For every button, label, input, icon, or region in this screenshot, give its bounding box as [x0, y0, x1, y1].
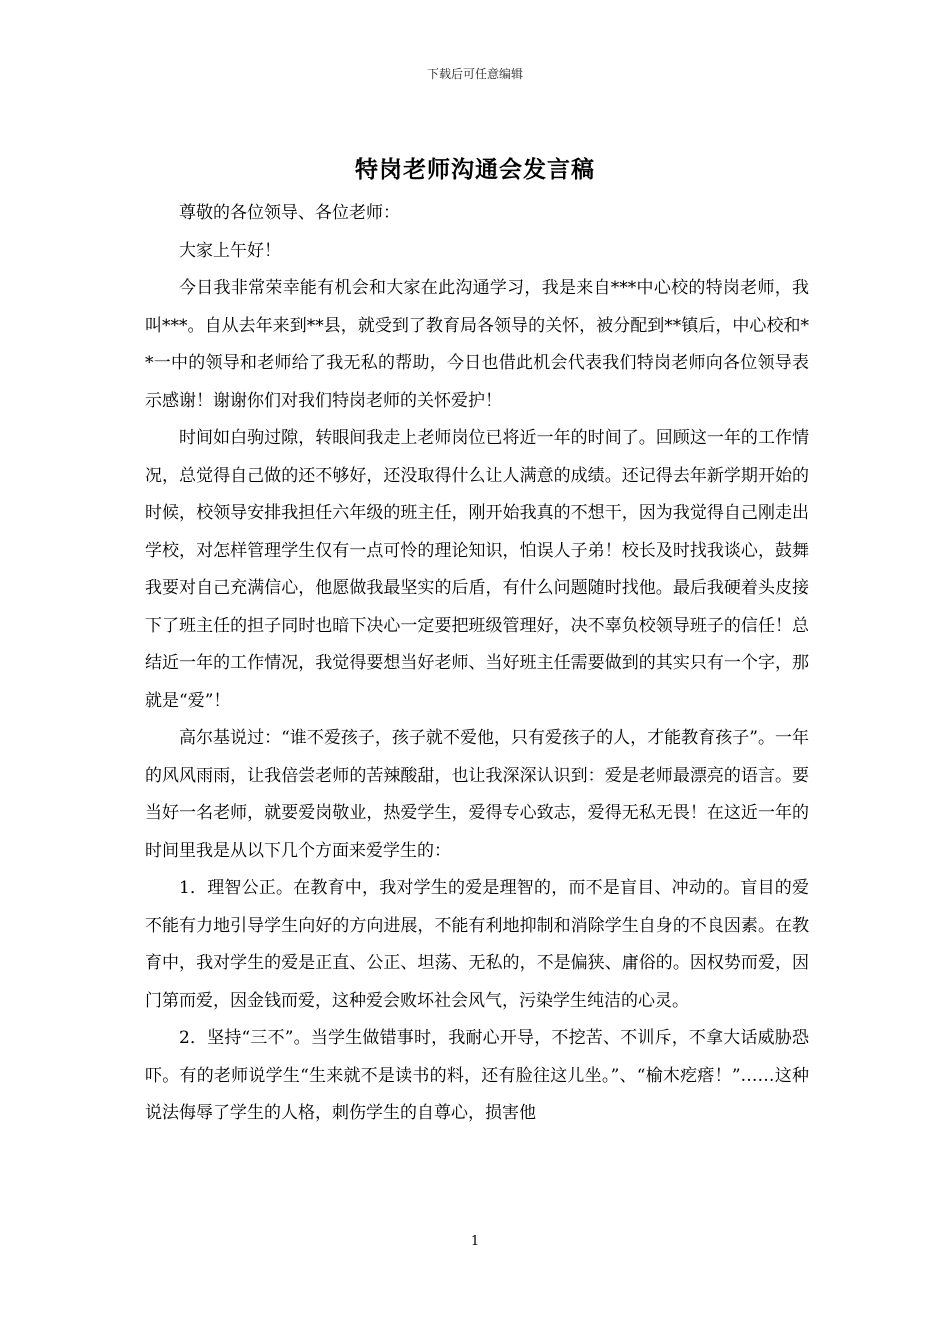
page-number: 1 — [470, 1234, 480, 1249]
document-title: 特岗老师沟通会发言稿 — [355, 156, 595, 183]
paragraph-review: 时间如白驹过隙，转眼间我走上老师岗位已将近一年的时间了。回顾这一年的工作情况，总觉得自己做的还不够好，还没取得什么让人满意的成绩。还记得去年新学期开始的时候，校领导安排我担任六年级的班主任，刚开始我真的不想干，因为我觉得自己刚走出学校，对怎样管理学生仅有一点可怜的理论知识，怕误人子弟！校长及时找我谈心，鼓舞我要对自己充满信心，他愿做我最坚实的后盾，有什么问题随时找他。最后我硬着头皮接下了班主任的担子同时也暗下决心一定要把班级管理好，决不辜负校领导班子的信任！总结近一年的工作情况，我觉得要想当好老师、当好班主任需要做到的其实只有一个字，那就是“爱”！ — [145, 428, 809, 711]
paragraph-gorky-quote: 高尔基说过：“谁不爱孩子，孩子就不爱他，只有爱孩子的人，才能教育孩子”。一年的风风雨雨，让我倍尝老师的苦辣酸甜，也让我深深认识到：爱是老师最漂亮的语言。要当好一名老师，就要爱岗敬业，热爱学生，爱得专心致志，爱得无私无畏！在这近一年的时间里我是从以下几个方面来爱学生的： — [145, 728, 809, 861]
header-note: 下载后可任意编辑 — [426, 67, 523, 81]
salutation: 尊敬的各位领导、各位老师： — [179, 203, 400, 223]
paragraph-introduction: 今日我非常荣幸能有机会和大家在此沟通学习，我是来自***中心校的特岗老师，我叫***。自从去年来到**县，就受到了教育局各领导的关怀，被分配到**镇后，中心校和**一中的领导和老师给了我无私的帮助，今日也借此机会代表我们特岗老师向各位领导表示感谢！谢谢你们对我们特岗老师的关怀爱护！ — [145, 278, 809, 411]
greeting: 大家上午好！ — [179, 240, 281, 261]
document-body — [145, 195, 809, 1133]
paragraph-point-2: 2．坚持“三不”。当学生做错事时，我耐心开导，不挖苦、不训斥，不拿大话威胁恐吓。有的老师说学生“生来就不是读书的料，还有脸往这儿坐。”、“榆木疙瘩！”……这种说法侮辱了学生的人格，刺伤学生的自尊心，损害他 — [145, 1028, 809, 1123]
paragraph-point-1: 1．理智公正。在教育中，我对学生的爱是理智的，而不是盲目、冲动的。盲目的爱不能有力地引导学生向好的方向进展，不能有利地抑制和消除学生自身的不良因素。在教育中，我对学生的爱是正直、公正、坦荡、无私的，不是偏狭、庸俗的。因权势而爱，因门第而爱，因金钱而爱，这种爱会败坏社会风气，污染学生纯洁的心灵。 — [145, 878, 809, 1011]
